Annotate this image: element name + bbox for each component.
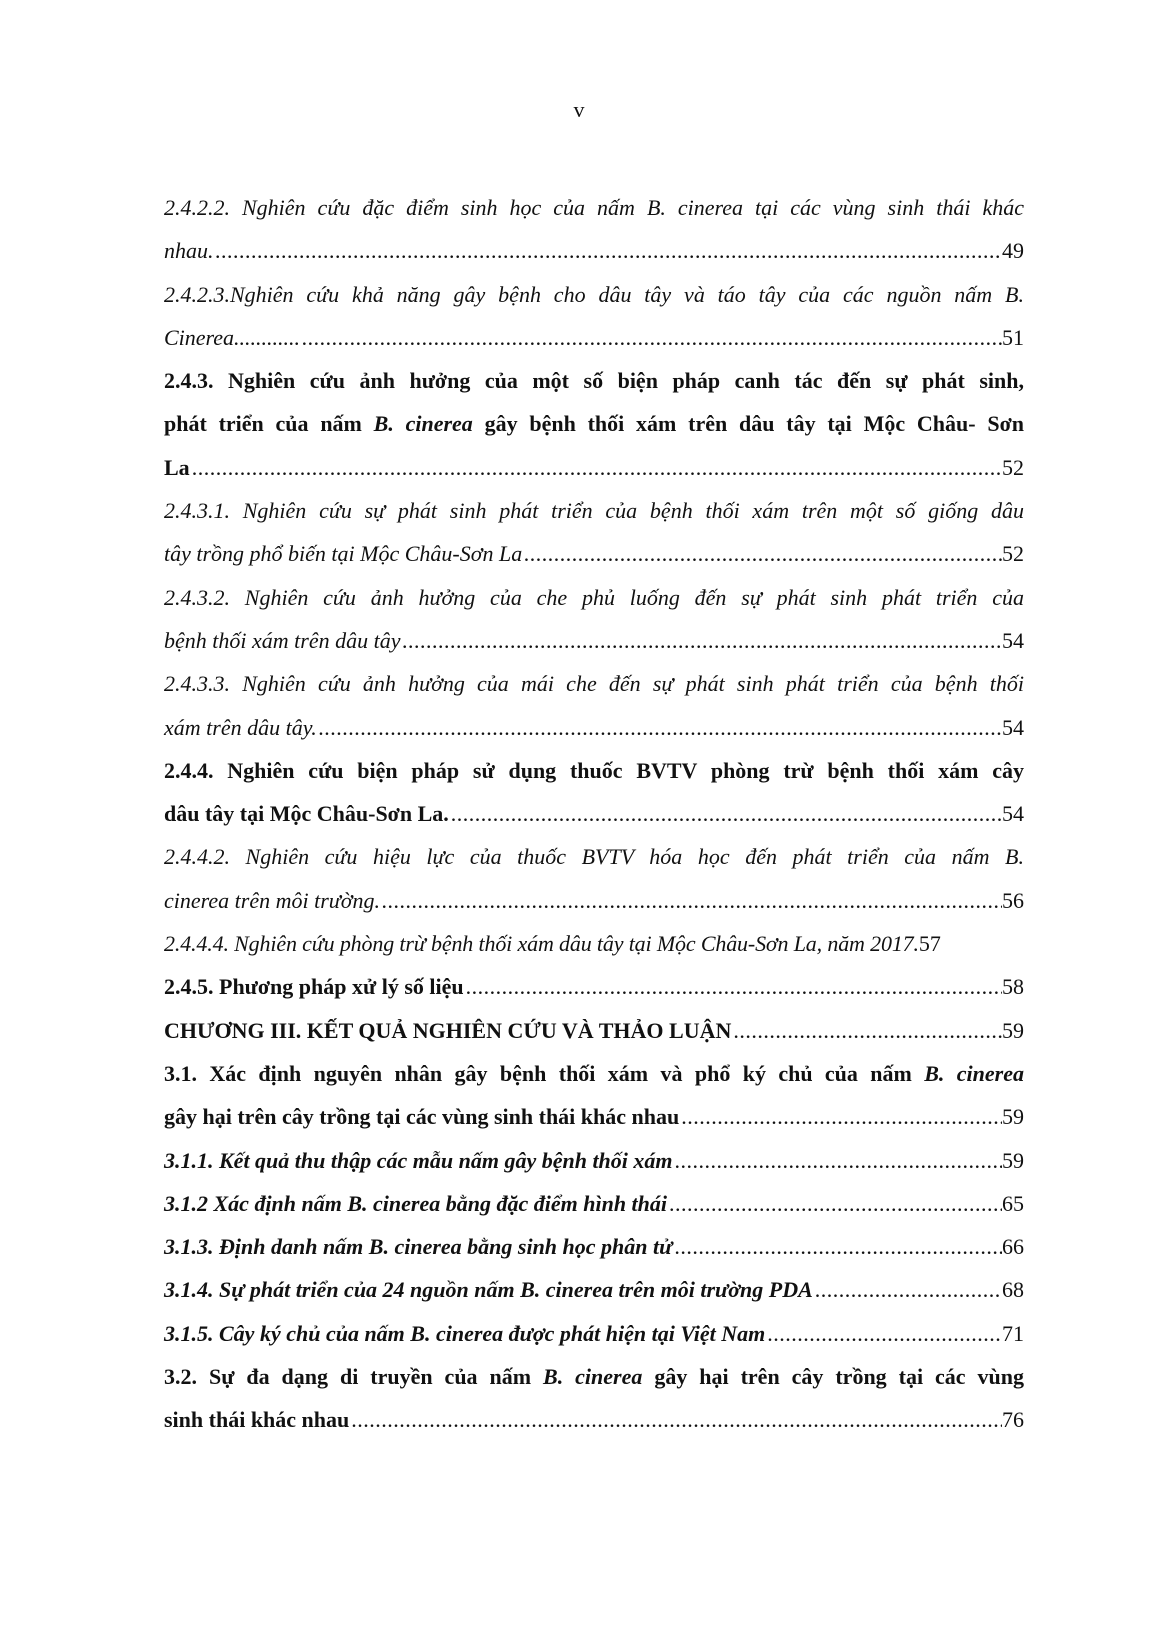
toc-entry-text: Cinerea............	[164, 324, 301, 350]
toc-entry-text: gây hại trên cây trồng tại các vùng	[642, 1364, 1024, 1390]
toc-entry-text: xám trên dâu tây.	[164, 714, 317, 740]
toc-entry-text: gây bệnh thối xám trên dâu tây tại Mộc Châu- Sơn	[472, 411, 1024, 437]
toc-entry-text: 3.1.5. Cây ký chủ của nấm B. cinerea được phát hiện tại Việt Nam	[164, 1320, 766, 1346]
dot-leader	[302, 316, 1002, 359]
toc-entry-text: CHƯƠNG III. KẾT QUẢ NGHIÊN CỨU VÀ THẢO LUẬN	[164, 1017, 732, 1043]
toc-entry-text: bệnh thối xám trên dâu tây	[164, 627, 401, 653]
dot-leader	[767, 1312, 1002, 1355]
table-of-contents	[164, 186, 1024, 1442]
species-name: B. cinerea	[924, 1060, 1024, 1086]
toc-entry-text: sinh thái khác nhau	[164, 1407, 350, 1433]
page-number: v	[573, 97, 585, 122]
toc-page-number: 59	[1002, 1147, 1024, 1173]
toc-page-number: 66	[1002, 1234, 1024, 1260]
toc-entry-text: 2.4.2.3.Nghiên cứu khả năng gây bệnh cho dâu tây và táo tây của các nguồn nấm B.	[164, 281, 1024, 307]
toc-page-number: 65	[1002, 1190, 1024, 1216]
dot-leader	[382, 879, 1002, 922]
dot-leader	[451, 792, 1002, 835]
toc-entry-text: 2.4.3.1. Nghiên cứu sự phát sinh phát triển của bệnh thối xám trên một số giống dâu	[164, 498, 1024, 524]
toc-entry-2-4-3[interactable]	[164, 359, 1024, 489]
toc-page-number: 71	[1002, 1320, 1024, 1346]
toc-entry-2-4-3-2[interactable]	[164, 576, 1024, 663]
toc-entry-text: phát triển của nấm	[164, 411, 374, 437]
toc-entry-text: gây hại trên cây trồng tại các vùng sinh thái khác nhau	[164, 1104, 680, 1130]
species-name: B. cinerea	[543, 1364, 643, 1390]
toc-entry-3-1-3[interactable]	[164, 1225, 1024, 1268]
toc-entry-text: 3.1.4. Sự phát triển của 24 nguồn nấm B. cinerea trên môi trường PDA	[164, 1277, 813, 1303]
dot-leader	[351, 1398, 1002, 1441]
toc-page-number: 54	[1002, 714, 1024, 740]
dot-leader	[216, 229, 1003, 272]
toc-entry-3-1-2[interactable]	[164, 1182, 1024, 1225]
toc-entry-text: 3.1.2 Xác định nấm B. cinerea bằng đặc điểm hình thái	[164, 1190, 668, 1216]
dot-leader	[319, 706, 1002, 749]
toc-entry-2-4-5[interactable]	[164, 965, 1024, 1008]
toc-entry-text: 3.1.3. Định danh nấm B. cinerea bằng sinh học phân tử	[164, 1234, 673, 1260]
toc-page-number: 58	[1002, 974, 1024, 1000]
toc-page-number: 59	[1002, 1017, 1024, 1043]
toc-entry-3-1-4[interactable]	[164, 1268, 1024, 1311]
toc-entry-3-1[interactable]	[164, 1052, 1024, 1139]
toc-entry-text-line-1	[164, 1052, 1024, 1095]
toc-entry-text-line-2	[164, 402, 1024, 445]
toc-entry-2-4-4[interactable]	[164, 749, 1024, 836]
dot-leader	[733, 1009, 1002, 1052]
toc-entry-text: 3.1. Xác định nguyên nhân gây bệnh thối xám và phổ ký chủ của nấm	[164, 1060, 925, 1086]
dot-leader	[674, 1225, 1002, 1268]
dot-leader	[402, 619, 1002, 662]
toc-entry-3-2[interactable]	[164, 1355, 1024, 1442]
toc-page-number: 56	[1002, 887, 1024, 913]
toc-page-number: 76	[1002, 1407, 1024, 1433]
toc-page-number: 59	[1002, 1104, 1024, 1130]
dot-leader	[675, 1139, 1002, 1182]
toc-entry-text: 2.4.3.3. Nghiên cứu ảnh hưởng của mái che đến sự phát sinh phát triển của bệnh thối	[164, 671, 1024, 697]
toc-page-number: 54	[1002, 801, 1024, 827]
toc-entry-2-4-4-2[interactable]	[164, 835, 1024, 922]
species-name: B. cinerea	[373, 411, 473, 437]
toc-page-number: 68	[1002, 1277, 1024, 1303]
toc-entry-chapter-3[interactable]	[164, 1009, 1024, 1052]
toc-entry-text: 2.4.4. Nghiên cứu biện pháp sử dụng thuốc BVTV phòng trừ bệnh thối xám cây	[164, 757, 1024, 783]
toc-entry-text: 3.2. Sự đa dạng di truyền của nấm	[164, 1364, 544, 1390]
toc-entry-text: La	[164, 454, 190, 480]
toc-entry-text: 2.4.4.4. Nghiên cứu phòng trừ bệnh thối xám dâu tây tại Mộc Châu-Sơn La, năm 2017.	[164, 931, 919, 957]
toc-entry-text: 2.4.5. Phương pháp xử lý số liệu	[164, 974, 464, 1000]
toc-entry-text: 2.4.3. Nghiên cứu ảnh hưởng của một số biện pháp canh tác đến sự phát sinh,	[164, 368, 1024, 394]
toc-entry-3-1-1[interactable]	[164, 1139, 1024, 1182]
toc-page-number: 52	[1002, 541, 1024, 567]
toc-page-number: 54	[1002, 627, 1024, 653]
toc-page-number: 49	[1002, 238, 1024, 264]
toc-entry-2-4-2-2[interactable]	[164, 186, 1024, 273]
dot-leader	[524, 532, 1002, 575]
toc-page-number: 57	[918, 931, 941, 957]
toc-page-number: 51	[1002, 324, 1024, 350]
dot-leader	[466, 965, 1002, 1008]
dot-leader	[669, 1182, 1002, 1225]
toc-entry-2-4-3-1[interactable]	[164, 489, 1024, 576]
toc-entry-text: cinerea trên môi trường.	[164, 887, 381, 913]
toc-page-number: 52	[1002, 454, 1024, 480]
toc-entry-2-4-3-3[interactable]	[164, 662, 1024, 749]
toc-entry-text: 3.1.1. Kết quả thu thập các mẫu nấm gây bệnh thối xám	[164, 1147, 673, 1173]
toc-entry-text: 2.4.2.2. Nghiên cứu đặc điểm sinh học của nấm B. cinerea tại các vùng sinh thái khác	[164, 195, 1024, 220]
toc-entry-2-4-4-4[interactable]	[164, 922, 1024, 965]
toc-entry-text-line-1	[164, 1355, 1024, 1398]
dot-leader	[681, 1095, 1002, 1138]
toc-entry-text: nhau.	[164, 238, 214, 264]
toc-entry-2-4-2-3[interactable]	[164, 273, 1024, 360]
dot-leader	[192, 446, 1002, 489]
dot-leader	[815, 1268, 1002, 1311]
toc-entry-text: 2.4.3.2. Nghiên cứu ảnh hưởng của che phủ luống đến sự phát sinh phát triển của	[164, 584, 1024, 610]
toc-entry-3-1-5[interactable]	[164, 1312, 1024, 1355]
toc-entry-text: dâu tây tại Mộc Châu-Sơn La.	[164, 801, 449, 827]
toc-entry-text: tây trồng phổ biến tại Mộc Châu-Sơn La	[164, 541, 523, 567]
toc-entry-text: 2.4.4.2. Nghiên cứu hiệu lực của thuốc BVTV hóa học đến phát triển của nấm B.	[164, 844, 1024, 870]
